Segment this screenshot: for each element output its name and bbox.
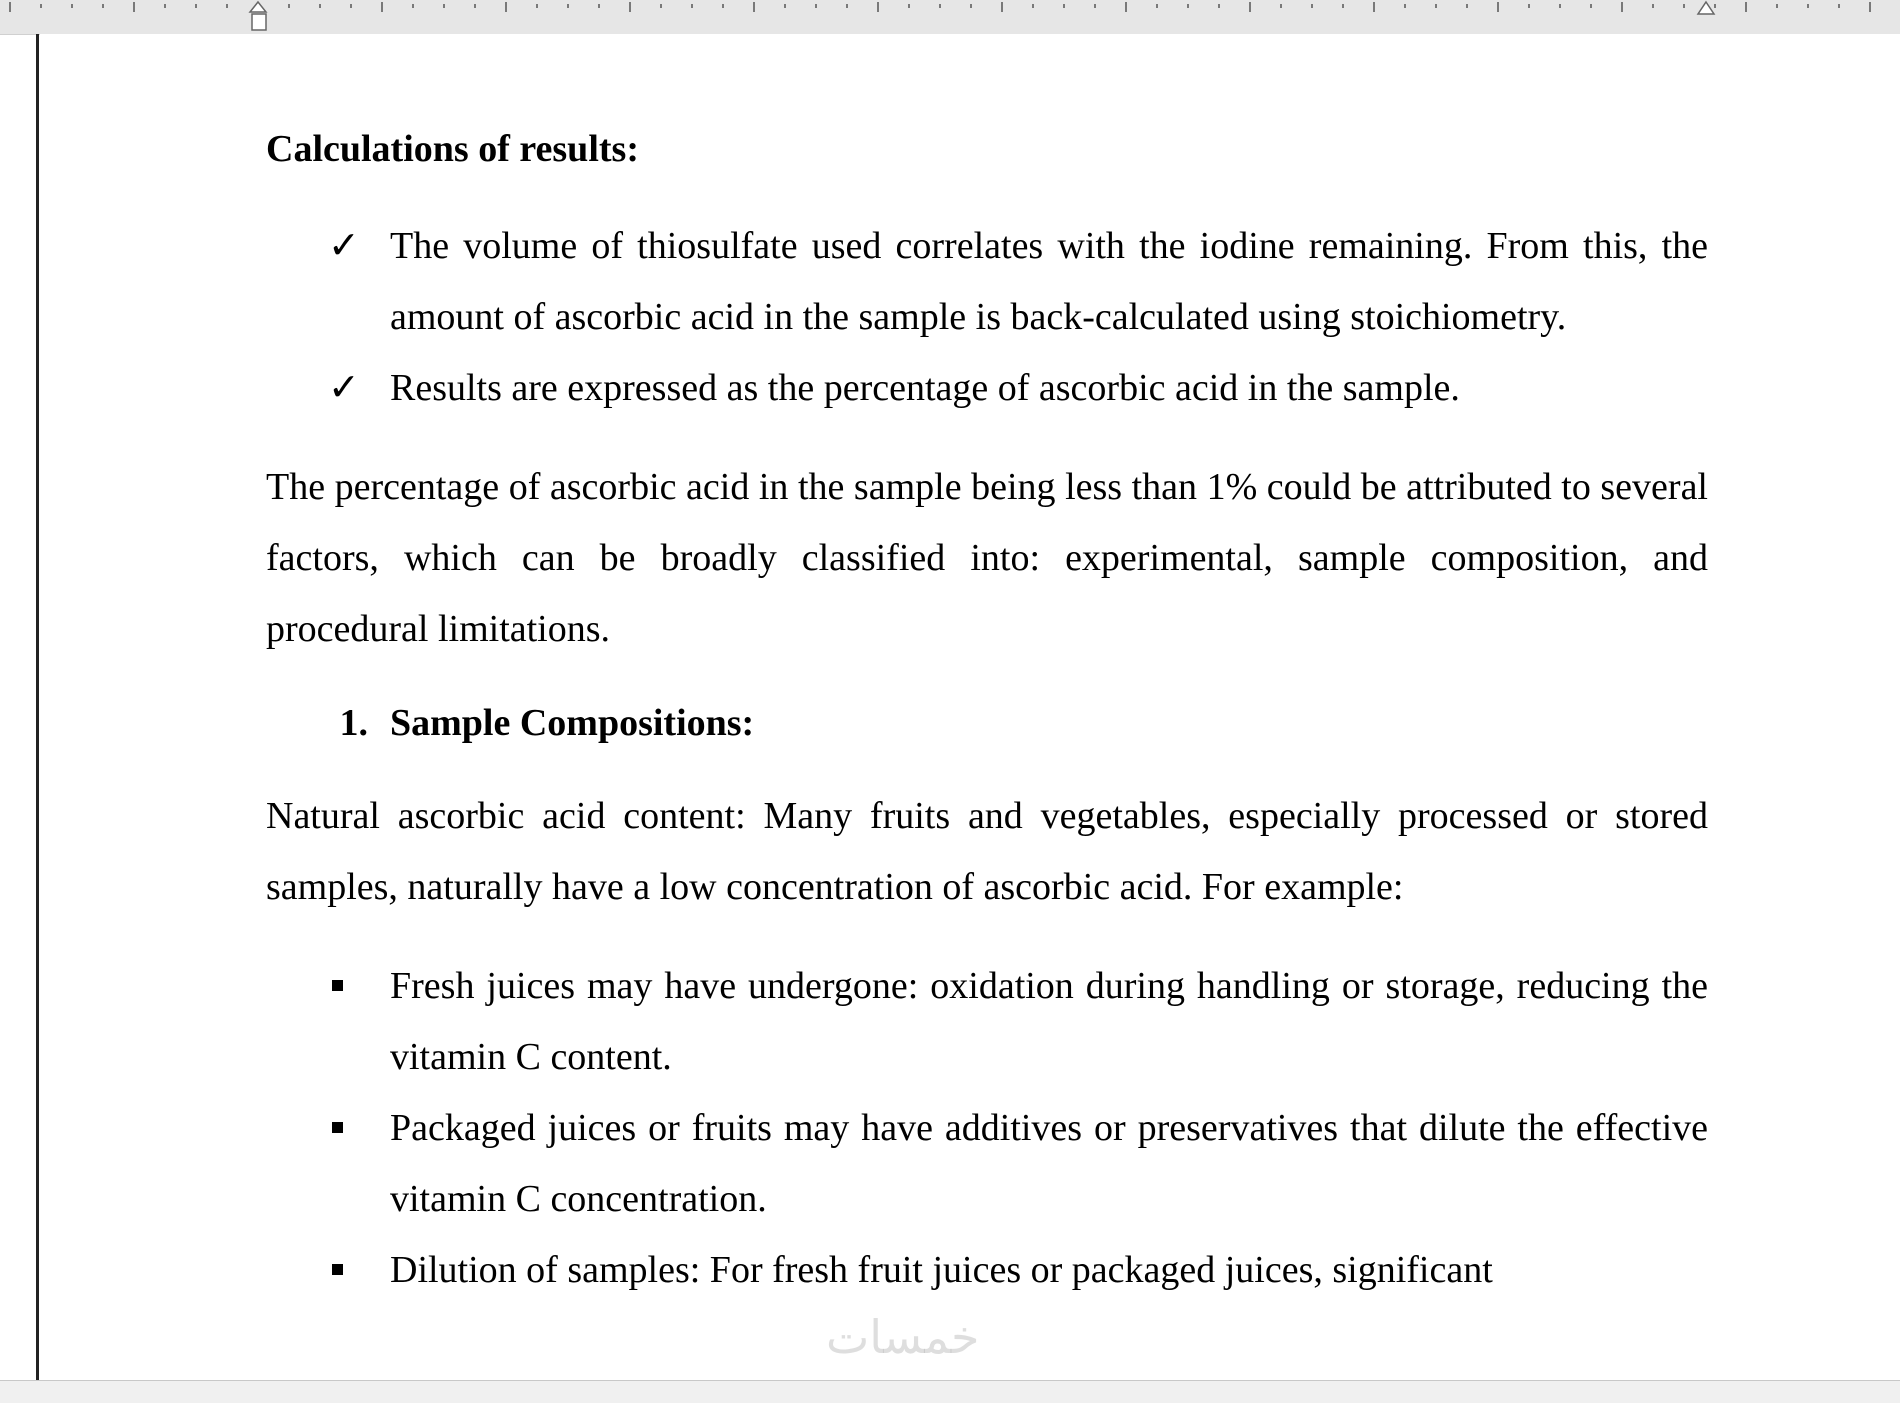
heading-number: 1.	[339, 702, 368, 744]
document-body[interactable]	[266, 119, 1708, 1306]
first-line-indent-marker	[250, 2, 266, 12]
paragraph: The percentage of ascorbic acid in the sample being less than 1% could be attributed to several factors, which can be broadly classified into: experimental, sample composition, and procedural limitations.	[266, 466, 1708, 650]
square-bullet-icon	[332, 980, 343, 991]
right-indent-marker	[1698, 2, 1714, 14]
list-item-text: Fresh juices may have undergone: oxidation during handling or storage, reducing the vitamin C content.	[390, 965, 1708, 1078]
paragraph: Natural ascorbic acid content: Many fruits and vegetables, especially processed or stored samples, naturally have a low concentration of ascorbic acid. For example:	[266, 795, 1708, 908]
list-item	[266, 211, 1708, 353]
left-indent-marker	[252, 14, 266, 30]
watermark-logo: خمسات	[826, 1310, 980, 1364]
list-item-text: Results are expressed as the percentage of ascorbic acid in the sample.	[390, 367, 1460, 409]
calculation-list	[266, 211, 1708, 424]
square-bullet-icon	[332, 1264, 343, 1275]
checkmark-icon: ✓	[328, 225, 360, 267]
horizontal-ruler[interactable]	[0, 0, 1900, 35]
page-left-edge	[36, 34, 39, 1380]
list-item-text: Dilution of samples: For fresh fruit juices or packaged juices, significant	[390, 1249, 1493, 1291]
ruler-ticks	[0, 0, 1900, 34]
heading-title: Sample Compositions:	[390, 702, 755, 744]
square-bullet-icon	[332, 1122, 343, 1133]
section-heading: Calculations of results:	[266, 128, 639, 170]
status-bar	[0, 1380, 1900, 1403]
list-item	[266, 353, 1708, 424]
list-item-text: Packaged juices or fruits may have additives or preservatives that dilute the effective vitamin C concentration.	[390, 1107, 1708, 1220]
checkmark-icon: ✓	[328, 367, 360, 409]
list-item	[266, 1235, 1708, 1306]
list-item	[266, 951, 1708, 1093]
bullet-list	[266, 951, 1708, 1306]
numbered-heading	[266, 693, 1708, 753]
list-item-text: The volume of thiosulfate used correlates with the iodine remaining. From this, the amount of ascorbic acid in the sample is back-calculated using stoichiometry.	[390, 225, 1708, 338]
document-page[interactable]	[40, 34, 1900, 1380]
list-item	[266, 1093, 1708, 1235]
